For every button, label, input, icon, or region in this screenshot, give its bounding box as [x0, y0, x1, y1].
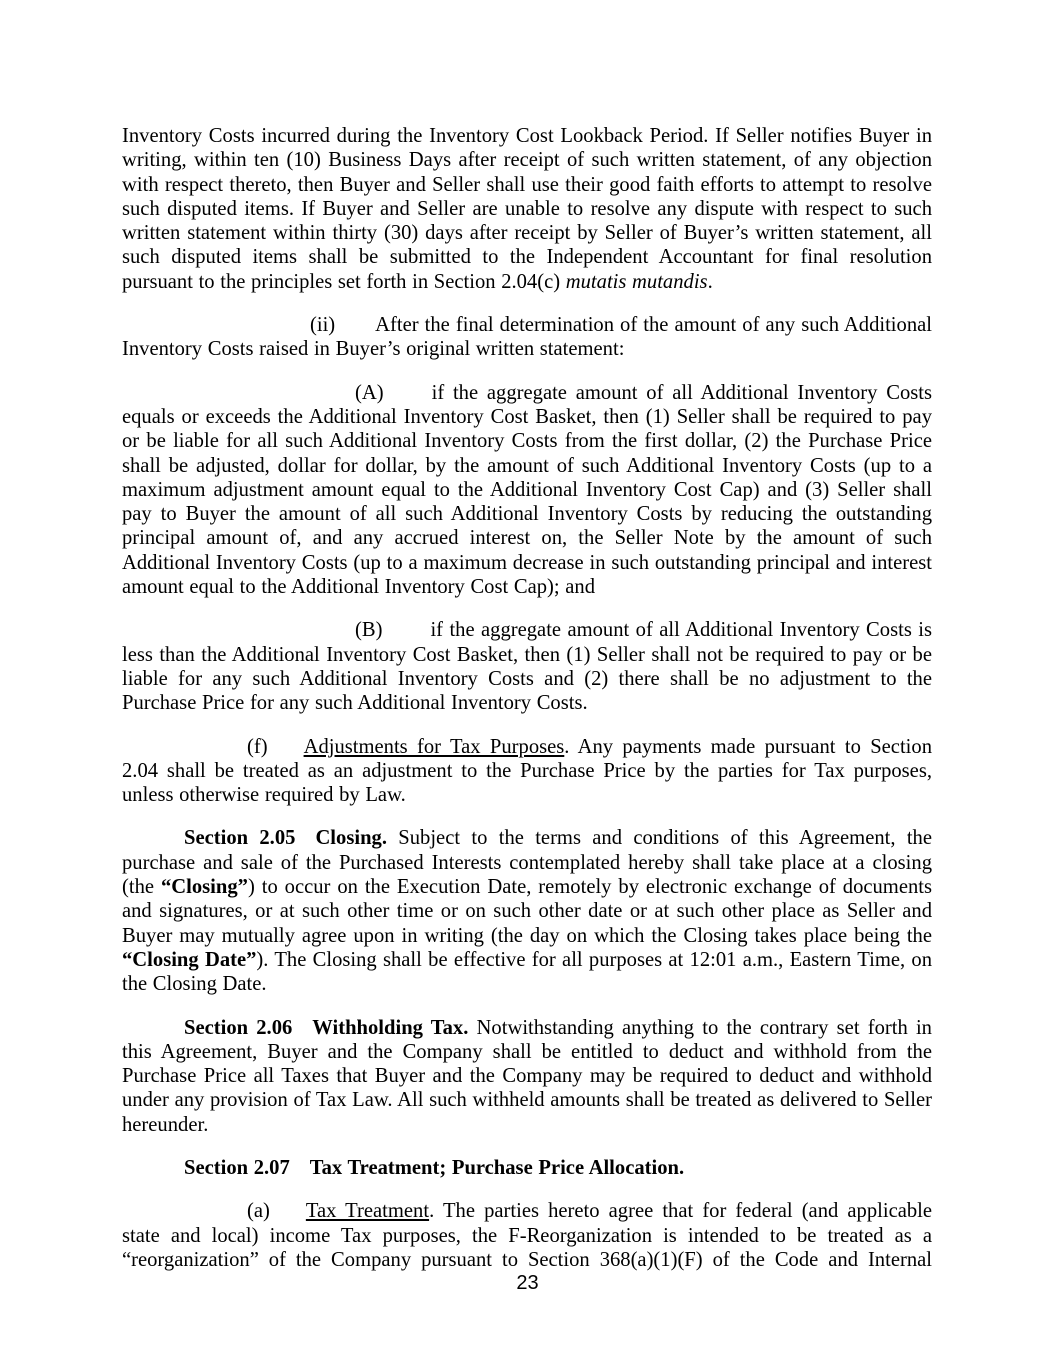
- text-run: Section 2.07: [184, 1156, 290, 1179]
- text-run: ) to occur on the Execution Date, remotely by electronic exchange of documents and signatures, or at such other time or on such other date or at such other place as Seller and Buyer may mutually agree upon in writing (the day on which the Closing takes place being the: [122, 876, 938, 947]
- tab-spacer: [295, 843, 315, 844]
- text-run: Subject to the terms and conditions of this Agreement, the purchase and sale of the Purchased Interests contemplated hereby shall take place at a closing (the: [122, 827, 938, 899]
- tab-spacer: [384, 398, 432, 399]
- tab-spacer: [382, 635, 430, 636]
- text-run: “Closing”: [160, 876, 248, 899]
- page-footer: [0, 1272, 1055, 1295]
- tab-spacer: [335, 330, 375, 331]
- text-run: After the final determination of the amount of any such Additional Inventory Costs raised in Buyer’s original written statement:: [122, 314, 938, 361]
- text-run: Tax Treatment; Purchase Price Allocation.: [309, 1156, 685, 1179]
- text-run: if the aggregate amount of all Additional Inventory Costs equals or exceeds the Additional Inventory Cost Basket, then (1) Seller shall be required to pay or be liable for all such Additional Inventory Costs from the first dollar, (2) the Purchase Price shall be adjusted, dollar for dollar, by the amount of such Additional Inventory Costs (up to a maximum adjustment amount equal to the Additional Inventory Cost Cap) and (3) Seller shall pay to Buyer the amount of all such Additional Inventory Costs by reducing the outstanding principal amount of, and any accrued interest on, the Seller Note by the amount of such Additional Inventory Costs (up to a maximum decrease in such outstanding principal and interest amount equal to the Additional Inventory Cost Cap); and: [122, 381, 938, 599]
- text-run: Section 2.05: [184, 827, 296, 850]
- text-run: “Closing Date”: [122, 948, 257, 971]
- tab-spacer: [290, 1173, 310, 1174]
- text-run: (B): [355, 619, 383, 642]
- text-run: (A): [355, 381, 384, 404]
- text-run: .: [707, 270, 713, 293]
- text-run: (a): [247, 1200, 270, 1223]
- para-b-aggregate-less-than: [122, 618, 938, 715]
- text-run: ). The Closing shall be effective for all purposes at 12:01 a.m., Eastern Time, on the Closing Date.: [122, 948, 938, 996]
- text-run: Closing.: [315, 827, 387, 850]
- text-run: mutatis mutandis: [565, 270, 708, 293]
- text-run: Inventory Costs incurred during the Inventory Cost Lookback Period. If Seller notifies Buyer in writing, within ten (10) Business Days after receipt of such written statement, of any objection with respect thereto, then Buyer and Seller shall use their good faith efforts to attempt to resolve such disputed items. If Buyer and Seller are unable to resolve any dispute with respect to such written statement within thirty (30) days after receipt by Seller of Buyer’s written statement, all such disputed items shall be submitted to the Independent Accountant for final resolution pursuant to the principles set forth in Section 2.04(c): [122, 125, 938, 293]
- tab-spacer: [268, 752, 304, 753]
- document-body: [122, 124, 938, 1272]
- text-run: Section 2.06: [184, 1016, 293, 1039]
- text-run: if the aggregate amount of all Additional Inventory Costs is less than the Additional Inventory Cost Basket, then (1) Seller shall not be required to pay or be liable for any such Additional Inventory Costs and (2) there shall be no adjustment to the Purchase Price for any such Additional Inventory Costs.: [122, 619, 938, 715]
- para-f-adjustments-tax-purposes: [122, 735, 938, 808]
- tab-spacer: [292, 1033, 312, 1034]
- text-run: Notwithstanding anything to the contrary set forth in this Agreement, Buyer and the Company shall be entitled to deduct and withhold from the Purchase Price all Taxes that Buyer and the Company may be required to deduct and withhold under any provision of Tax Law. All such withheld amounts shall be treated as delivered to Seller hereunder.: [122, 1016, 938, 1136]
- text-run: . Any payments made pursuant to Section 2.04 shall be treated as an adjustment to the Purchase Price by the parties for Tax purposes, unless otherwise required by Law.: [122, 735, 938, 807]
- para-ii-after-final-determination: [122, 313, 938, 362]
- text-run: (ii): [310, 314, 336, 337]
- para-section-2-05-closing: [122, 826, 938, 996]
- text-run: . The parties hereto agree that for federal (and applicable state and local) income Tax purposes, the F-Reorganization is intended to be treated as a “reorganization” of the Company pursuant to Section 368(a)(1)(F) of the Code and Internal: [122, 1200, 938, 1271]
- tab-spacer: [270, 1216, 306, 1217]
- para-a-aggregate-equals-exceeds: [122, 381, 938, 600]
- text-run: Withholding Tax.: [312, 1016, 469, 1039]
- text-run: Tax Treatment: [305, 1200, 430, 1223]
- text-run: Adjustments for Tax Purposes: [303, 735, 565, 758]
- text-run: (f): [247, 735, 268, 758]
- para-a-tax-treatment: [122, 1199, 938, 1272]
- page-number: 23: [516, 1272, 539, 1294]
- para-section-2-07-heading: [122, 1156, 932, 1180]
- para-continuation-inventory-costs: [122, 124, 938, 294]
- para-section-2-06-withholding-tax: [122, 1016, 938, 1137]
